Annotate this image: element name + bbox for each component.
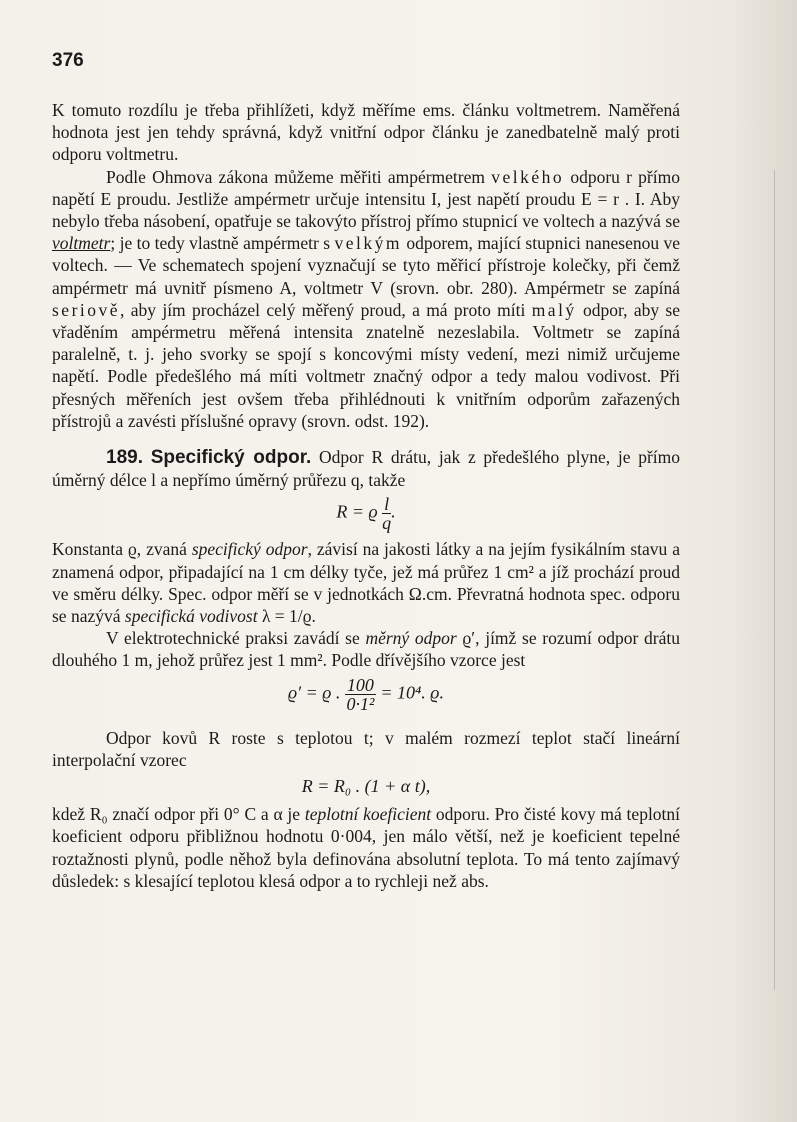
text-run: ; je to tedy vlastně ampérmetr s <box>110 233 331 254</box>
fraction-numerator: 100 <box>346 674 374 695</box>
paragraph-temperature: Odpor kovů R roste s teplotou t; v malém rozmezí teplot stačí lineární interpolační vzorec <box>52 727 680 770</box>
text-run: , aby jím procházel celý měřený proud, a má proto míti <box>120 299 526 320</box>
formula-right: = 10⁴. ϱ. <box>380 682 444 703</box>
text-run: Podle Ohmova zákona můžeme měřiti ampérmetrem <box>106 166 485 187</box>
paragraph-temperature-coefficient <box>52 803 680 892</box>
term-specific-conductivity: specifická vodivost <box>124 606 258 627</box>
paragraph-ohm-law <box>52 166 680 432</box>
text-run: odporem, mající stupnici nanesenou ve voltech. — Ve schematech spojení vyznačují se tyto měřicí přístroje kolečky, při čemž ampérmetr má uvnitř písmeno A, voltmetr V (srovn. obr. 280). Ampérmetr se zapíná <box>52 233 681 298</box>
text-run: λ = 1/ϱ. <box>261 606 316 627</box>
text-run: odporu. Pro čisté kovy má teplotní koeficient odporu přibližnou hodnotu 0·004, jen málo větší, než je koeficient tepelné roztažnosti plynů, podle něhož byla definována absolutní teplota. To má tento zajímavý důsledek: s klesající teplotou klesá odpor a to rychleji než abs. <box>52 804 681 891</box>
page-text <box>52 99 680 892</box>
spaced-emphasis: malý <box>531 299 577 320</box>
text-run: V elektrotechnické praksi zavádí se <box>106 628 360 649</box>
term-measured-resistance: měrný odpor <box>365 628 457 649</box>
formula-left: ϱ′ = ϱ . <box>288 682 341 703</box>
text-run: odporu r přímo napětí E proudu. Jestliže ampérmetr určuje intensitu I, jest napětí proudu E = r . I. Aby nebylo třeba násobení, opatřuje se takovýto přístroj přímo stupnicí ve voltech a nazývá se <box>52 166 680 232</box>
page-number: 376 <box>52 50 84 71</box>
spaced-emphasis: velkým <box>334 233 402 254</box>
term-voltmetr: voltmetr <box>52 233 111 254</box>
formula-conversion <box>52 676 680 713</box>
text-run: kdež R₀ značí odpor při 0° C a α je <box>52 804 301 825</box>
text-run: , závisí na jakosti látky a na jejím fysikálním stavu a znamená odpor, připadající na 1 cm délky tyče, jež má průřez 1 cm² a jíž prochází proud ve směru délky. Spec. odpor měří se v jednotkách Ω.cm. Převratná hodnota spec. odporu se nazývá <box>52 539 681 627</box>
fraction-denominator: q <box>382 513 392 534</box>
term-temperature-coefficient: teplotní koeficient <box>304 804 432 825</box>
spaced-emphasis: velkého <box>491 166 565 187</box>
formula-resistance <box>52 495 680 532</box>
text-run: Konstanta ϱ, zvaná <box>52 539 187 560</box>
text-run: Odpor R drátu, jak z předešlého plyne, je přímo úměrný délce l a nepřímo úměrný průřezu q, takže <box>52 447 681 491</box>
spaced-emphasis: seriově <box>52 299 121 320</box>
formula-temperature: R = R₀ . (1 + α t), <box>301 776 431 797</box>
paragraph-specific-resistance <box>52 538 680 627</box>
formula-left: R = ϱ <box>336 502 378 523</box>
page-edge-shadow <box>774 170 779 990</box>
section-title: Specifický odpor. <box>150 447 312 469</box>
paragraph-voltmeter-intro: K tomuto rozdílu je třeba přihlížeti, když měříme ems. článku voltmetrem. Naměřená hodnota jest jen tehdy správná, když vnitřní odpor článku je zanedbatelně malý proti odporu voltmetru. <box>52 100 680 165</box>
formula-end: . <box>391 502 396 523</box>
fraction <box>345 676 376 713</box>
fraction <box>382 495 391 532</box>
paragraph-section-189 <box>52 446 680 491</box>
text-run: ϱ′, jímž se rozumí odpor drátu dlouhého 1 m, jehož průřez jest 1 mm². Podle dřívějšího vzorce jest <box>52 628 681 671</box>
fraction-denominator: 0·1² <box>346 693 375 714</box>
section-number: 189. <box>106 447 143 469</box>
paragraph-measured-resistance <box>52 627 680 671</box>
text-run: odpor, aby se vřaděním ampérmetru měřená intensita znatelně nezeslabila. Voltmetr se zapíná paralelně, t. j. jeho svorky se spojí s koncovými místy vedení, mezi nimiž určujeme napětí. Podle předešlého má míti voltmetr značný odpor a tedy malou vodivost. Při přesných měřeních jest ovšem třeba přihlédnouti k vnitřním odporům zařazených přístrojů a zavésti příslušné opravy (srovn. odst. 192). <box>52 299 681 431</box>
term-specific-resistance: specifický odpor <box>191 539 308 560</box>
fraction-numerator: l <box>384 494 390 515</box>
